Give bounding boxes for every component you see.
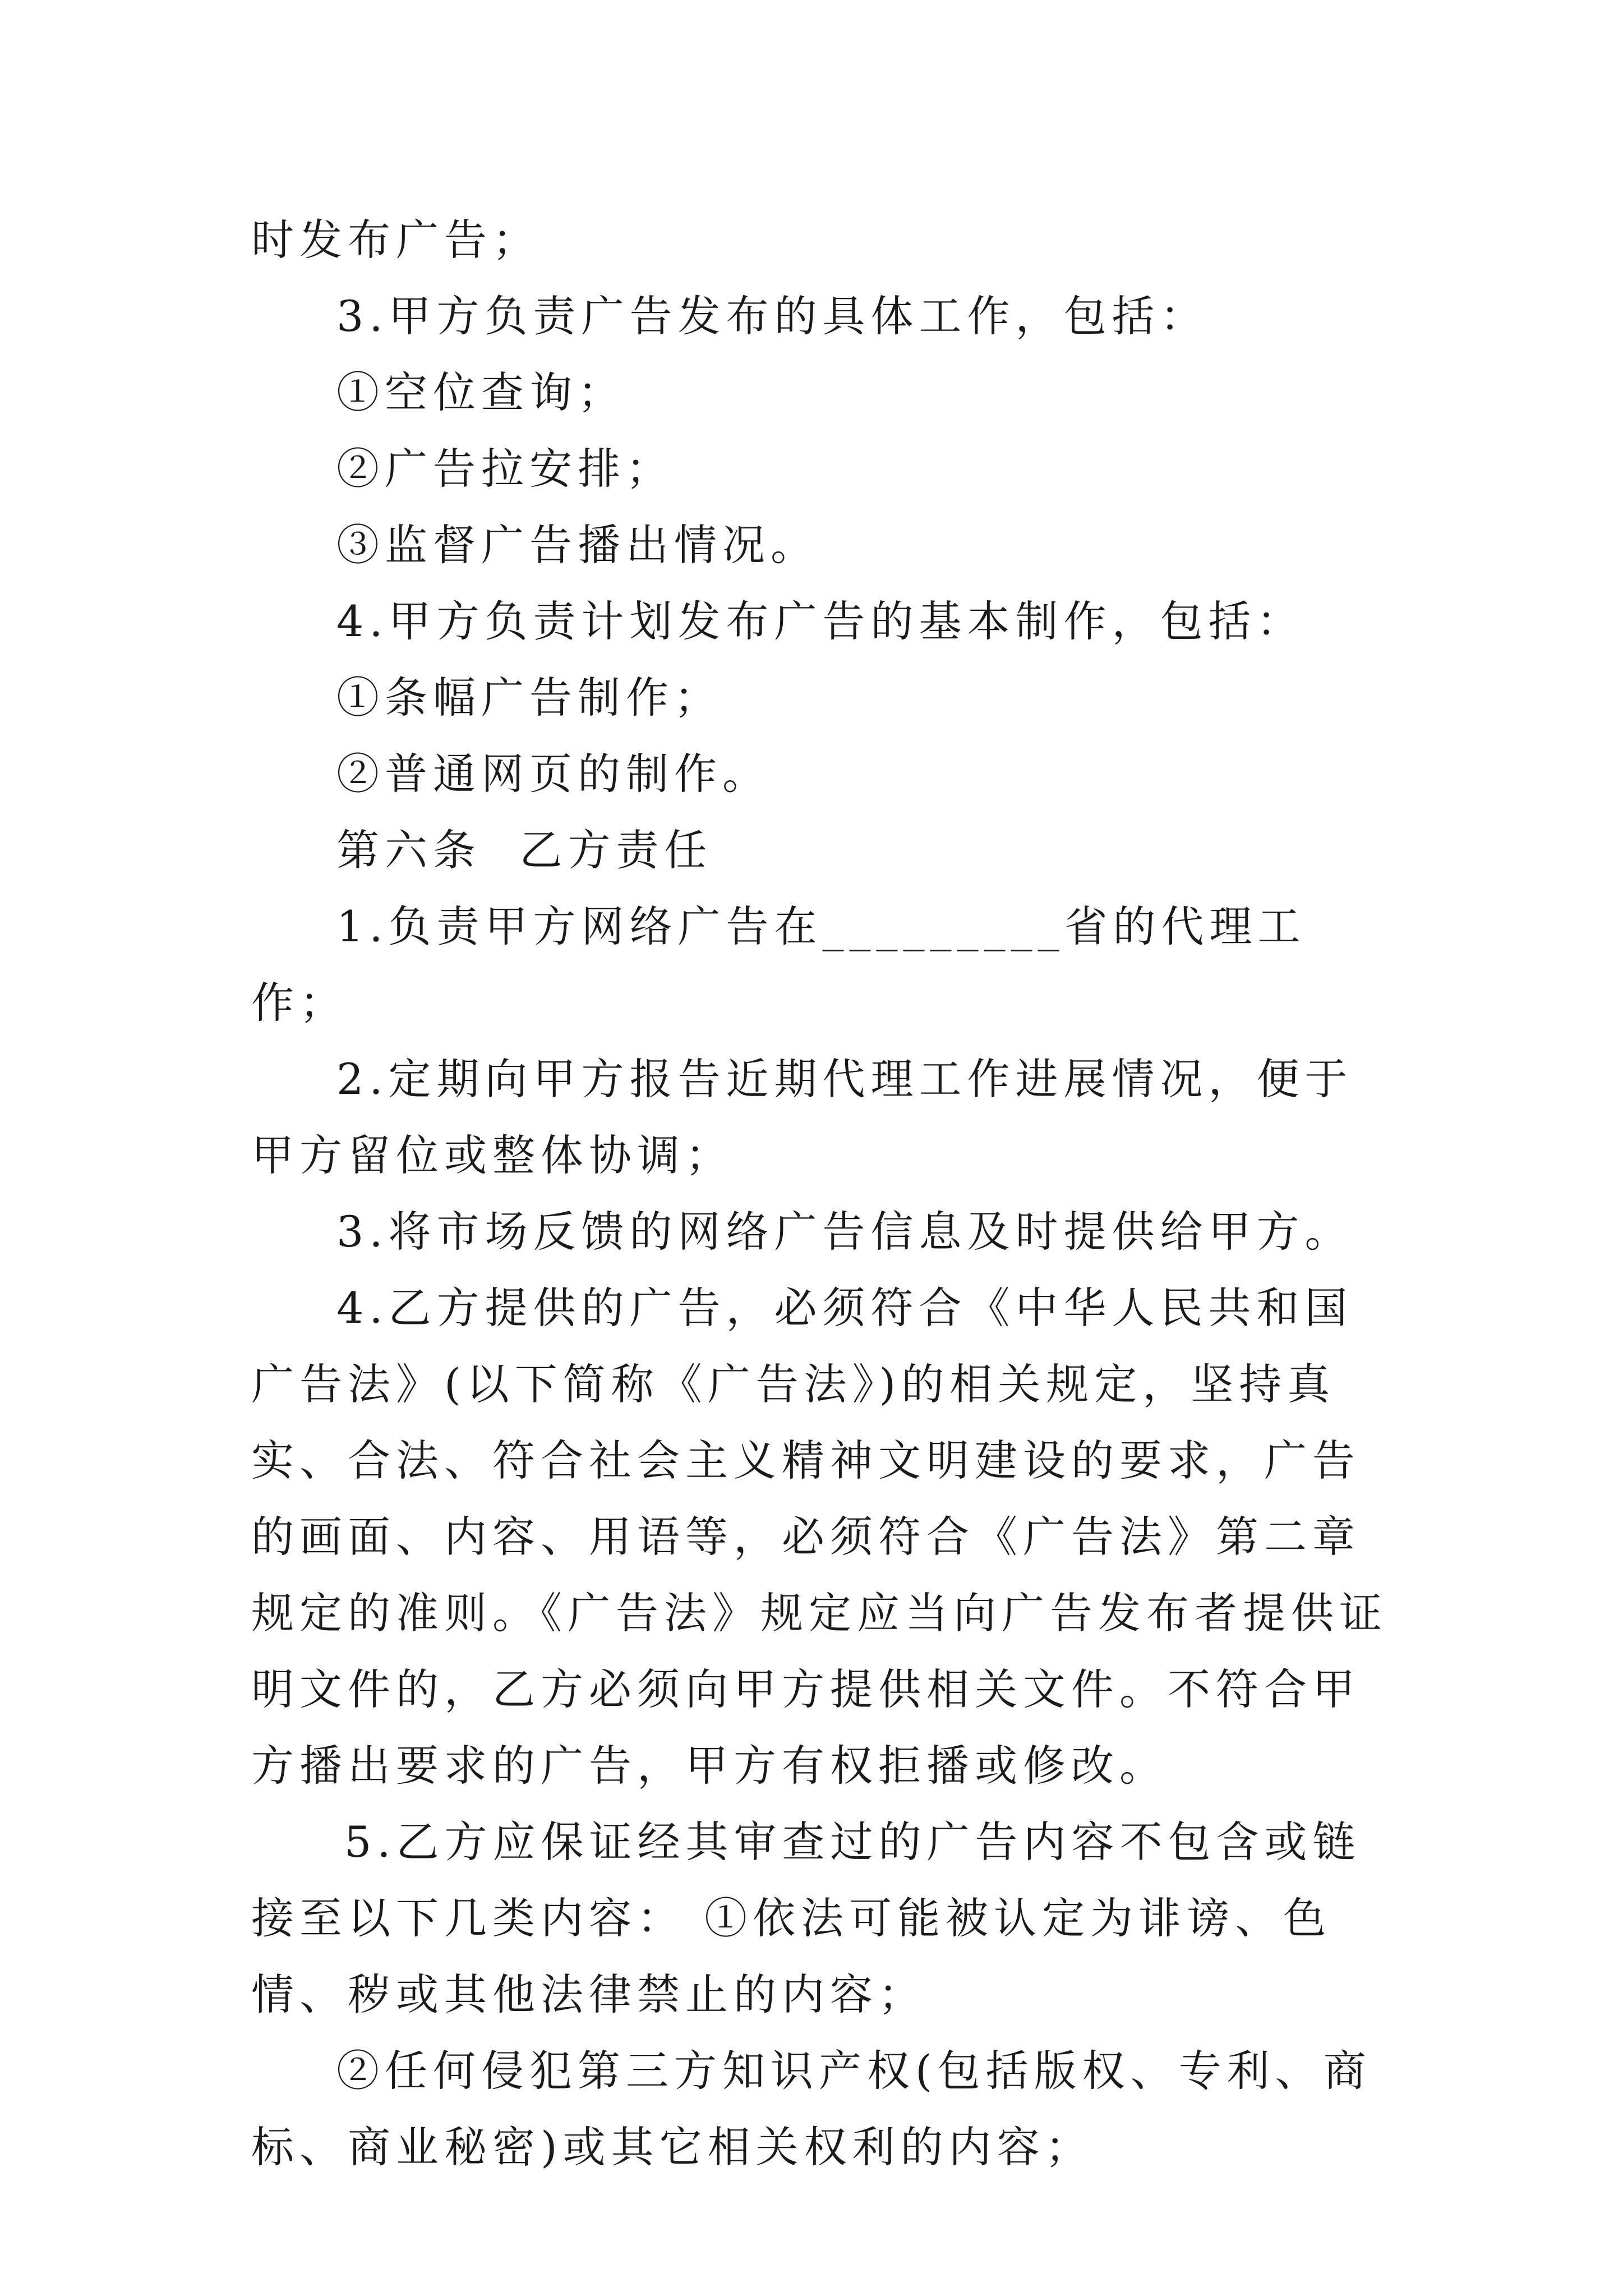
paragraph-item-3: 3.将市场反馈的网络广告信息及时提供给甲方。 — [336, 1207, 1353, 1257]
paragraph-item-5: 5.乙方应保证经其审查过的广告内容不包含或链接至以下几类内容： ①依法可能被认定为诽谤、色情、秽或其他法律禁止的内容； — [251, 1817, 1361, 2019]
paragraph-subitem: ①空位查询； — [336, 367, 626, 417]
paragraph-subitem: ②普通网页的制作。 — [336, 749, 771, 799]
paragraph-item-2: 2.定期向甲方报告近期代理工作进展情况，便于甲方留位或整体协调； — [251, 1054, 1353, 1180]
paragraph-item-4: 4.乙方提供的广告，必须符合《中华人民共和国广告法》(以下简称《广告法》)的相关规定，坚持真实、合法、符合社会主义精神文明建设的要求，广告的画面、内容、用语等，必须符合《广告法》第二章规定的准则。《广告法》规定应当向广告发布者提供证明文件的，乙方必须向甲方提供相关文件。不符合甲方播出要求的广告，甲方有权拒播或修改。 — [251, 1283, 1387, 1791]
document-body — [251, 202, 1395, 2185]
paragraph-item-1: 1.负责甲方网络广告在_________省的代理工作； — [251, 901, 1306, 1028]
paragraph-subitem: ②广告拉安排； — [336, 444, 674, 494]
section-heading: 第六条 乙方责任 — [336, 825, 713, 875]
paragraph-subitem: ③监督广告播出情况。 — [336, 520, 819, 570]
paragraph-continuation: 时发布广告； — [251, 215, 541, 265]
paragraph-subitem: ②任何侵犯第三方知识产权(包括版权、专利、商标、商业秘密)或其它相关权利的内容； — [251, 2046, 1372, 2172]
paragraph-item-3: 3.甲方负责广告发布的具体工作，包括： — [336, 291, 1209, 341]
paragraph-subitem: ①条幅广告制作； — [336, 673, 722, 723]
paragraph-item-4: 4.甲方负责计划发布广告的基本制作，包括： — [336, 596, 1305, 646]
